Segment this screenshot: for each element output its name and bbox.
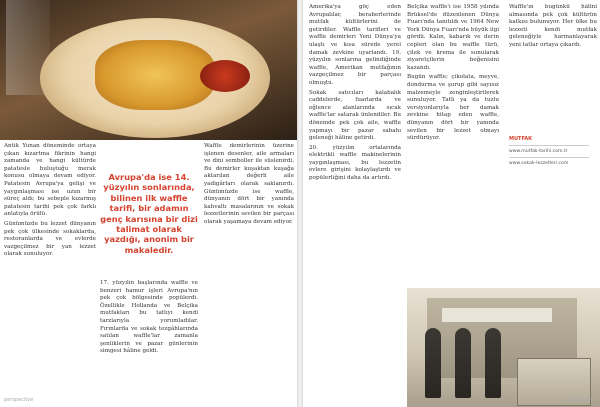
- page-folio: perspective: [564, 397, 594, 403]
- fries-shape: [95, 40, 215, 110]
- paragraph: Günümüzde bu lezzet dünyanın pek çok ülkesinde sokaklarda, restoranlarda ve evlerde vazgeçilmez bir yan lezzet olarak sunuluyor.: [4, 220, 96, 258]
- paragraph: Bugün waffle; çikolata, meyve, dondurma ve şurup gibi sayısız malzemeyle zenginleştirilerek sunuluyor. Tatlı ya da tuzlu versiyonlarıyla her damak zevkine hitap eden waffle, dünyanın dört bir yanında sevilen bir lezzet olmayı sürdürüyor.: [407, 74, 499, 142]
- paragraph: Amerika'ya göç eden Avrupalılar, beraberlerinde mutfak kültürlerini de getirdiler. Waffle tarifleri ve waffle demirleri Yeni Dünya'ya ulaştı ve kısa sürede yerel damak zevkine uyarlandı. 19. yüzyılın sonlarına gelindiğinde waffle, Amerikan mutfağının vazgeçilmez bir parçası olmuştu.: [309, 4, 401, 86]
- person-silhouette: [425, 328, 441, 398]
- left-column-2-lower: [100, 280, 198, 398]
- sign-shape: [442, 308, 552, 322]
- byline-link[interactable]: www.sokak-lezzetleri.com: [509, 161, 569, 166]
- right-column-1: [309, 4, 401, 398]
- left-column-1: [4, 143, 96, 398]
- pull-quote: Avrupa'da ise 14. yüzyılın sonlarında, bilinen ilk waffle tarifi, bir adamın genç karısına bir dizi talimat olarak yazdığı, anonim bir makaledir.: [100, 172, 198, 255]
- divider: [509, 145, 589, 146]
- paragraph: Waffle demirlerinin üzerine işlenen desenler, aile armaları ve dini semboller ile süslenirdi. Bu demirler kuşaktan kuşağa aktarılan değerli aile yadigârları olarak saklanırdı. Günümüzde ise waffle, dünyanın dört bir yanında kahvaltı masalarının ve sokak lezzetlerinin sevilen bir parçası olarak yaşamaya devam ediyor.: [204, 143, 294, 225]
- person-silhouette: [455, 328, 471, 398]
- dip-bowl-shape: [200, 60, 250, 92]
- paragraph: Waffle'ın bugünkü hâlini almasında pek çok kültürün katkısı bulunuyor. Her ülke bu lezzeti kendi mutfak geleneğiyle harmanlayarak yeni tatlar ortaya çıkardı.: [509, 4, 597, 48]
- byline-box: [509, 136, 589, 167]
- paragraph: Antik Yunan döneminde ortaya çıkan kızartma fikrinin hangi zamanda ve hangi kültürde patatesle buluştuğu merak konusu olmaya devam ediyor. Patatesin Avrupa'ya gelişi ve yaygınlaşması ise uzun bir süreç aldı; bu sebeple kızarmış patatesin tarihi pek çok farklı anlatıyla örülü.: [4, 143, 96, 218]
- left-column-3: [204, 143, 294, 398]
- paragraph: 17. yüzyılın başlarında waffle ve benzeri hamur işleri Avrupa'nın pek çok bölgesinde popülerdi. Özellikle Hollanda ve Belçika mutfakları bu tatlıyı kendi tarzlarıyla yorumladılar. Fırınlarda ve sokak tezgâhlarında satılan waffle'lar zamanla şenliklerin ve pazar günlerinin simgesi hâline geldi.: [100, 280, 198, 355]
- paragraph: Sokak satıcıları kalabalık caddelerde, fuarlarda ve eğlence alanlarında sıcak waffle'lar satarak ünlendiler. Bu dönemde pek çok aile, waffle yapmayı bir pazar sabahı geleneği hâline getirdi.: [309, 89, 401, 142]
- byline-link[interactable]: www.mutfak-tarihi.com.tr: [509, 149, 568, 154]
- right-page: [303, 0, 600, 407]
- page-folio: perspective: [4, 397, 34, 403]
- food-photo: [0, 0, 297, 140]
- left-page: [0, 0, 297, 407]
- right-column-3: [509, 4, 597, 132]
- byline-author: MUTFAK: [509, 136, 533, 142]
- paragraph: 20. yüzyılın ortalarında elektrikli waffle makinelerinin yaygınlaşması, bu lezzetin evlere girişini kolaylaştırdı ve popülerliğini daha da artırdı.: [309, 144, 401, 182]
- vintage-photo: [407, 288, 600, 407]
- divider: [509, 157, 589, 158]
- paragraph: Belçika waffle'ı ise 1958 yılında Brüksel'de düzenlenen Dünya Fuarı'nda tanıtıldı ve 1964 New York Dünya Fuarı'nda büyük ilgi gördü. Kalın, kabarık ve derin cepleri olan bu waffle türü, çilek ve krema ile sunularak ziyaretçilerin beğenisini kazandı.: [407, 4, 499, 71]
- person-silhouette: [485, 328, 501, 398]
- right-column-2: [407, 4, 499, 284]
